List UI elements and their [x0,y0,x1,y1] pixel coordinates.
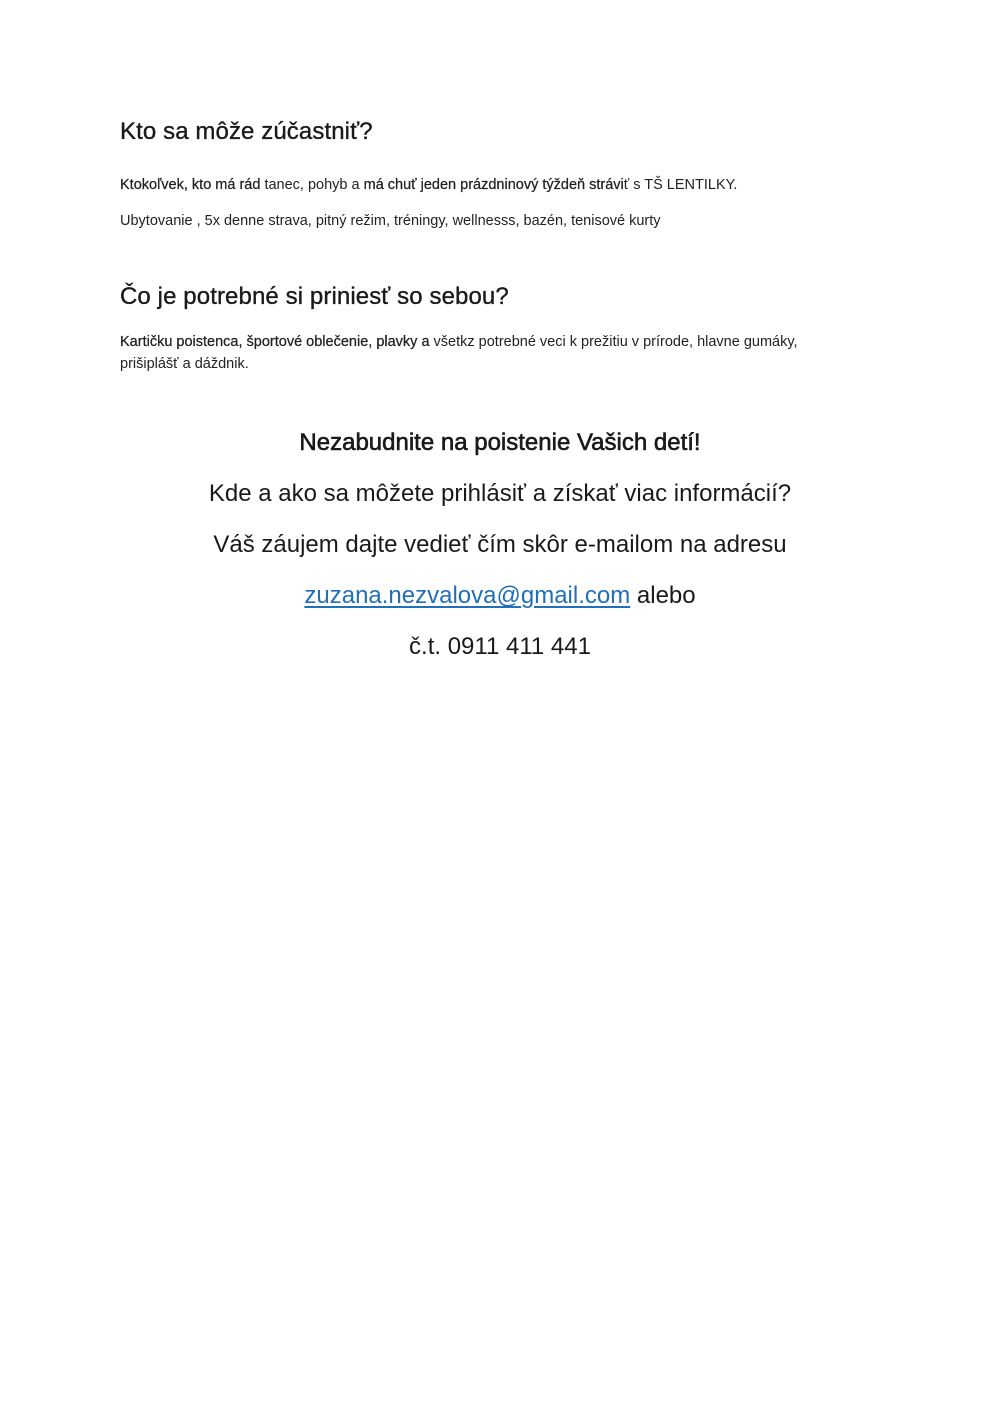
email-suffix: alebo [630,582,696,609]
section-who-can-participate [120,118,860,232]
what-to-bring-bold: Kartičku poistenca, športové oblečenie, plavky a [120,334,430,350]
insurance-reminder: Nezabudnite na poistenie Vašich detí! [299,429,701,456]
email-link[interactable]: zuzana.nezvalova@gmail.com [304,582,631,609]
participants-text-b: tanec, pohyb a [260,177,364,193]
signup-question: Kde a ako sa môžete prihlásiť a získať viac informácií? [208,480,792,507]
what-to-bring-line2: prišiplášť a dáždnik. [120,356,249,372]
what-to-bring-paragraph [120,331,880,375]
participants-text-a: Ktokoľvek, kto má rád [120,177,261,193]
participants-text-d: ť s TŠ LENTILKY. [623,177,738,193]
included-services-paragraph: Ubytovanie , 5x denne strava, pitný režim, tréningy, wellnesss, bazén, tenisové kurty [120,213,661,229]
phone-number: č.t. 0911 411 441 [409,633,591,660]
email-line [0,570,1000,621]
participants-text-c: má chuť jeden prázdninový týždeň strávi [363,177,624,193]
what-to-bring-rest: všetkz potrebné veci k prežitiu v prírode, hlavne gumáky, [429,334,798,350]
section-what-to-bring [120,283,880,375]
participants-paragraph [120,174,860,196]
signup-instruction: Váš záujem dajte vedieť čím skôr e-mailom na adresu [213,531,787,558]
contact-block [0,417,1000,672]
heading-who-can-participate: Kto sa môže zúčastniť? [120,118,373,145]
heading-what-to-bring: Čo je potrebné si priniesť so sebou? [120,283,509,310]
